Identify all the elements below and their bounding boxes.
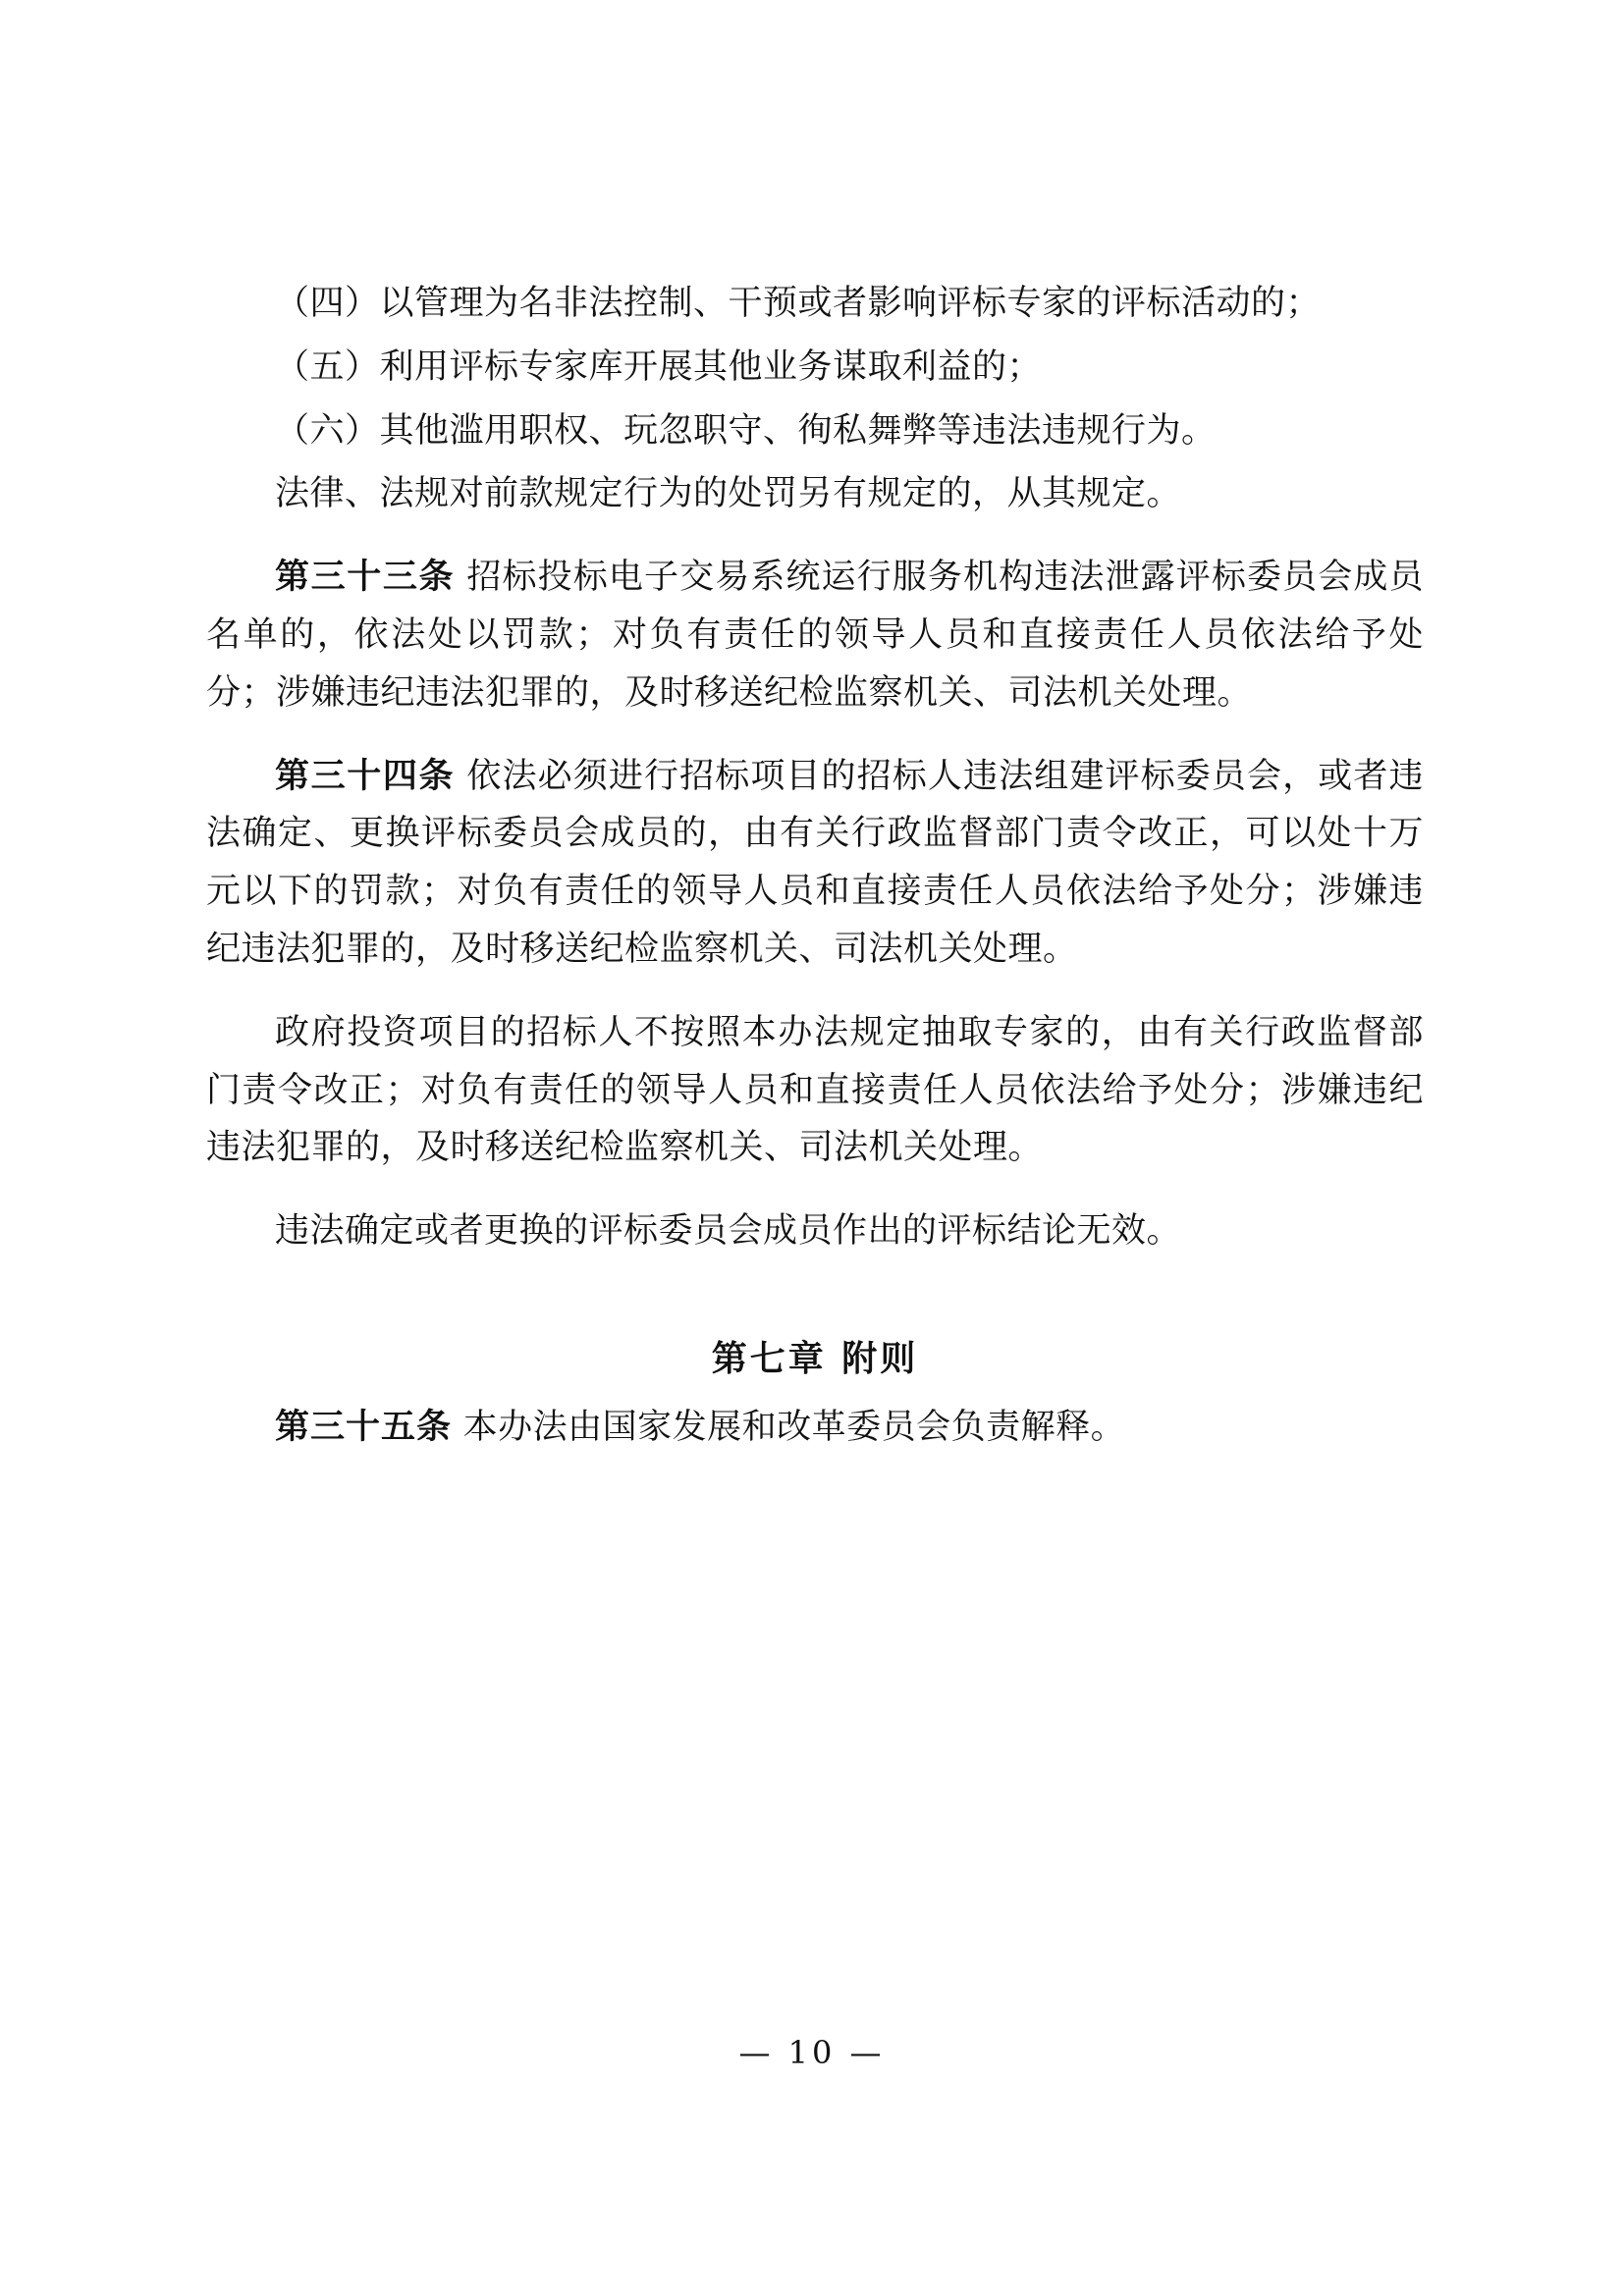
article-34-paragraph-3: 违法确定或者更换的评标委员会成员作出的评标结论无效。 xyxy=(275,1211,1182,1252)
article-35-body: 本办法由国家发展和改革委员会负责解释。 xyxy=(462,1407,1126,1447)
article-34-paragraph-2: 政府投资项目的招标人不按照本办法规定抽取专家的，由有关行政监督部门责令改正；对负有责任的领导人员和直接责任人员依法给予处分；涉嫌违纪违法犯罪的，及时移送纪检监察机关、司法机关处理。 xyxy=(206,1012,1424,1168)
article-34-body: 依法必须进行招标项目的招标人违法组建评标委员会，或者违法确定、更换评标委员会成员的，由有关行政监督部门责令改正，可以处十万元以下的罚款；对负有责任的领导人员和直接责任人员依法给予处分；涉嫌违纪违法犯罪的，及时移送纪检监察机关、司法机关处理。 xyxy=(206,756,1424,969)
article-35-spacer xyxy=(452,1408,463,1447)
article-33-paragraph xyxy=(206,549,1424,721)
chapter-heading-seven: 第七章 附则 xyxy=(711,1337,919,1379)
article-35-paragraph xyxy=(206,1399,1424,1457)
article-34-paragraph xyxy=(206,748,1424,979)
article-33-label: 第三十三条 xyxy=(275,557,456,598)
article-34-label: 第三十四条 xyxy=(275,755,456,796)
document-body xyxy=(206,275,1424,1463)
article-35-label: 第三十五条 xyxy=(275,1406,453,1447)
list-item-five: （五）利用评标专家库开展其他业务谋取利益的； xyxy=(275,347,1043,387)
law-regulation-note: 法律、法规对前款规定行为的处罚另有规定的，从其规定。 xyxy=(275,474,1182,514)
article-33-text xyxy=(455,558,466,597)
page-number: — 10 — xyxy=(738,2034,886,2071)
list-item-four: （四）以管理为名非法控制、干预或者影响评标专家的评标活动的； xyxy=(275,284,1322,323)
article-34-spacer xyxy=(455,757,466,796)
list-item-six: （六）其他滥用职权、玩忽职守、徇私舞弊等违法违规行为。 xyxy=(275,410,1217,451)
article-33-body: 招标投标电子交易系统运行服务机构违法泄露评标委员会成员名单的，依法处以罚款；对负有责任的领导人员和直接责任人员依法给予处分；涉嫌违纪违法犯罪的，及时移送纪检监察机关、司法机关处理。 xyxy=(206,558,1424,713)
